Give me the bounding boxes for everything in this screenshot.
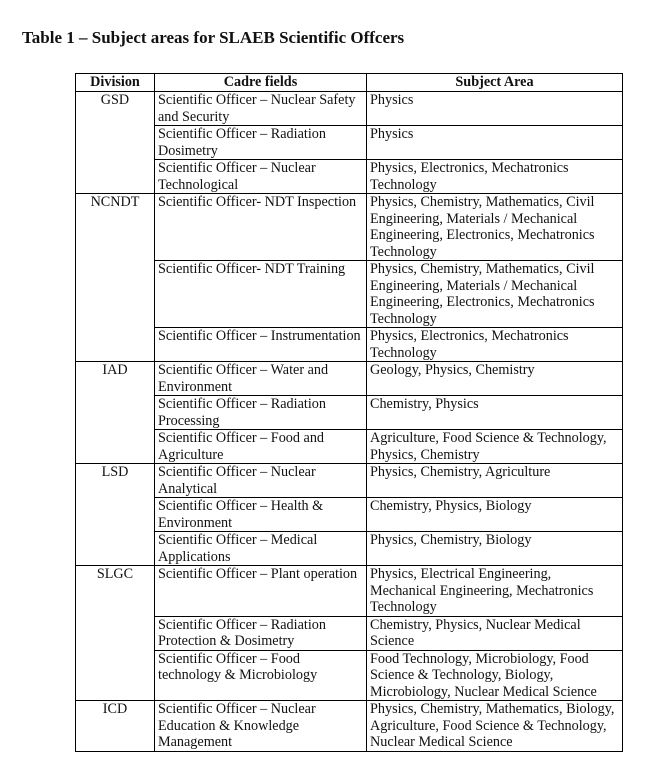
table-row: [76, 464, 623, 498]
cadre-cell: Scientific Officer – Food technology & Microbiology: [155, 650, 367, 701]
subject-cell: Physics, Chemistry, Agriculture: [367, 464, 623, 498]
header-subject-area: Subject Area: [367, 74, 623, 92]
division-cell: GSD: [76, 92, 155, 194]
table-row: [76, 650, 623, 701]
subject-cell: Food Technology, Microbiology, Food Science & Technology, Biology, Microbiology, Nuclear Medical Science: [367, 650, 623, 701]
cadre-cell: Scientific Officer – Radiation Dosimetry: [155, 126, 367, 160]
division-cell: LSD: [76, 464, 155, 566]
table-row: [76, 532, 623, 566]
division-cell: ICD: [76, 701, 155, 752]
cadre-cell: Scientific Officer – Health & Environment: [155, 498, 367, 532]
subject-areas-table: [75, 73, 623, 752]
header-division: Division: [76, 74, 155, 92]
subject-cell: Physics, Electrical Engineering, Mechanical Engineering, Mechatronics Technology: [367, 566, 623, 617]
cadre-cell: Scientific Officer – Medical Applications: [155, 532, 367, 566]
table-row: [76, 430, 623, 464]
subject-cell: Agriculture, Food Science & Technology, Physics, Chemistry: [367, 430, 623, 464]
table-row: [76, 328, 623, 362]
cadre-cell: Scientific Officer – Water and Environment: [155, 362, 367, 396]
division-cell: IAD: [76, 362, 155, 464]
cadre-cell: Scientific Officer – Radiation Processing: [155, 396, 367, 430]
table-row: [76, 396, 623, 430]
table-row: [76, 126, 623, 160]
table-row: [76, 701, 623, 752]
table-row: [76, 261, 623, 328]
cadre-cell: Scientific Officer – Nuclear Education & Knowledge Management: [155, 701, 367, 752]
cadre-cell: Scientific Officer – Nuclear Safety and Security: [155, 92, 367, 126]
subject-cell: Physics, Chemistry, Mathematics, Civil Engineering, Materials / Mechanical Engineering, Electronics, Mechatronics Technology: [367, 261, 623, 328]
table-row: [76, 362, 623, 396]
cadre-cell: Scientific Officer – Radiation Protection & Dosimetry: [155, 616, 367, 650]
subject-cell: Physics, Electronics, Mechatronics Technology: [367, 160, 623, 194]
subject-cell: Physics, Electronics, Mechatronics Technology: [367, 328, 623, 362]
subject-cell: Physics, Chemistry, Mathematics, Civil Engineering, Materials / Mechanical Engineering, Electronics, Mechatronics Technology: [367, 194, 623, 261]
cadre-cell: Scientific Officer – Plant operation: [155, 566, 367, 617]
table-row: [76, 616, 623, 650]
table-row: [76, 498, 623, 532]
subject-cell: Chemistry, Physics, Nuclear Medical Science: [367, 616, 623, 650]
subject-cell: Physics: [367, 126, 623, 160]
cadre-cell: Scientific Officer – Instrumentation: [155, 328, 367, 362]
cadre-cell: Scientific Officer – Food and Agriculture: [155, 430, 367, 464]
table-header-row: [76, 74, 623, 92]
cadre-cell: Scientific Officer – Nuclear Analytical: [155, 464, 367, 498]
cadre-cell: Scientific Officer – Nuclear Technological: [155, 160, 367, 194]
division-cell: NCNDT: [76, 194, 155, 362]
subject-cell: Chemistry, Physics: [367, 396, 623, 430]
subject-cell: Geology, Physics, Chemistry: [367, 362, 623, 396]
header-cadre-fields: Cadre fields: [155, 74, 367, 92]
subject-cell: Physics, Chemistry, Mathematics, Biology, Agriculture, Food Science & Technology, Nuclear Medical Science: [367, 701, 623, 752]
division-cell: SLGC: [76, 566, 155, 701]
table-row: [76, 194, 623, 261]
subject-cell: Physics, Chemistry, Biology: [367, 532, 623, 566]
table-row: [76, 566, 623, 617]
cadre-cell: Scientific Officer- NDT Inspection: [155, 194, 367, 261]
table-row: [76, 160, 623, 194]
subject-cell: Physics: [367, 92, 623, 126]
cadre-cell: Scientific Officer- NDT Training: [155, 261, 367, 328]
table-title: Table 1 – Subject areas for SLAEB Scientific Offcers: [22, 28, 405, 47]
table-row: [76, 92, 623, 126]
subject-cell: Chemistry, Physics, Biology: [367, 498, 623, 532]
